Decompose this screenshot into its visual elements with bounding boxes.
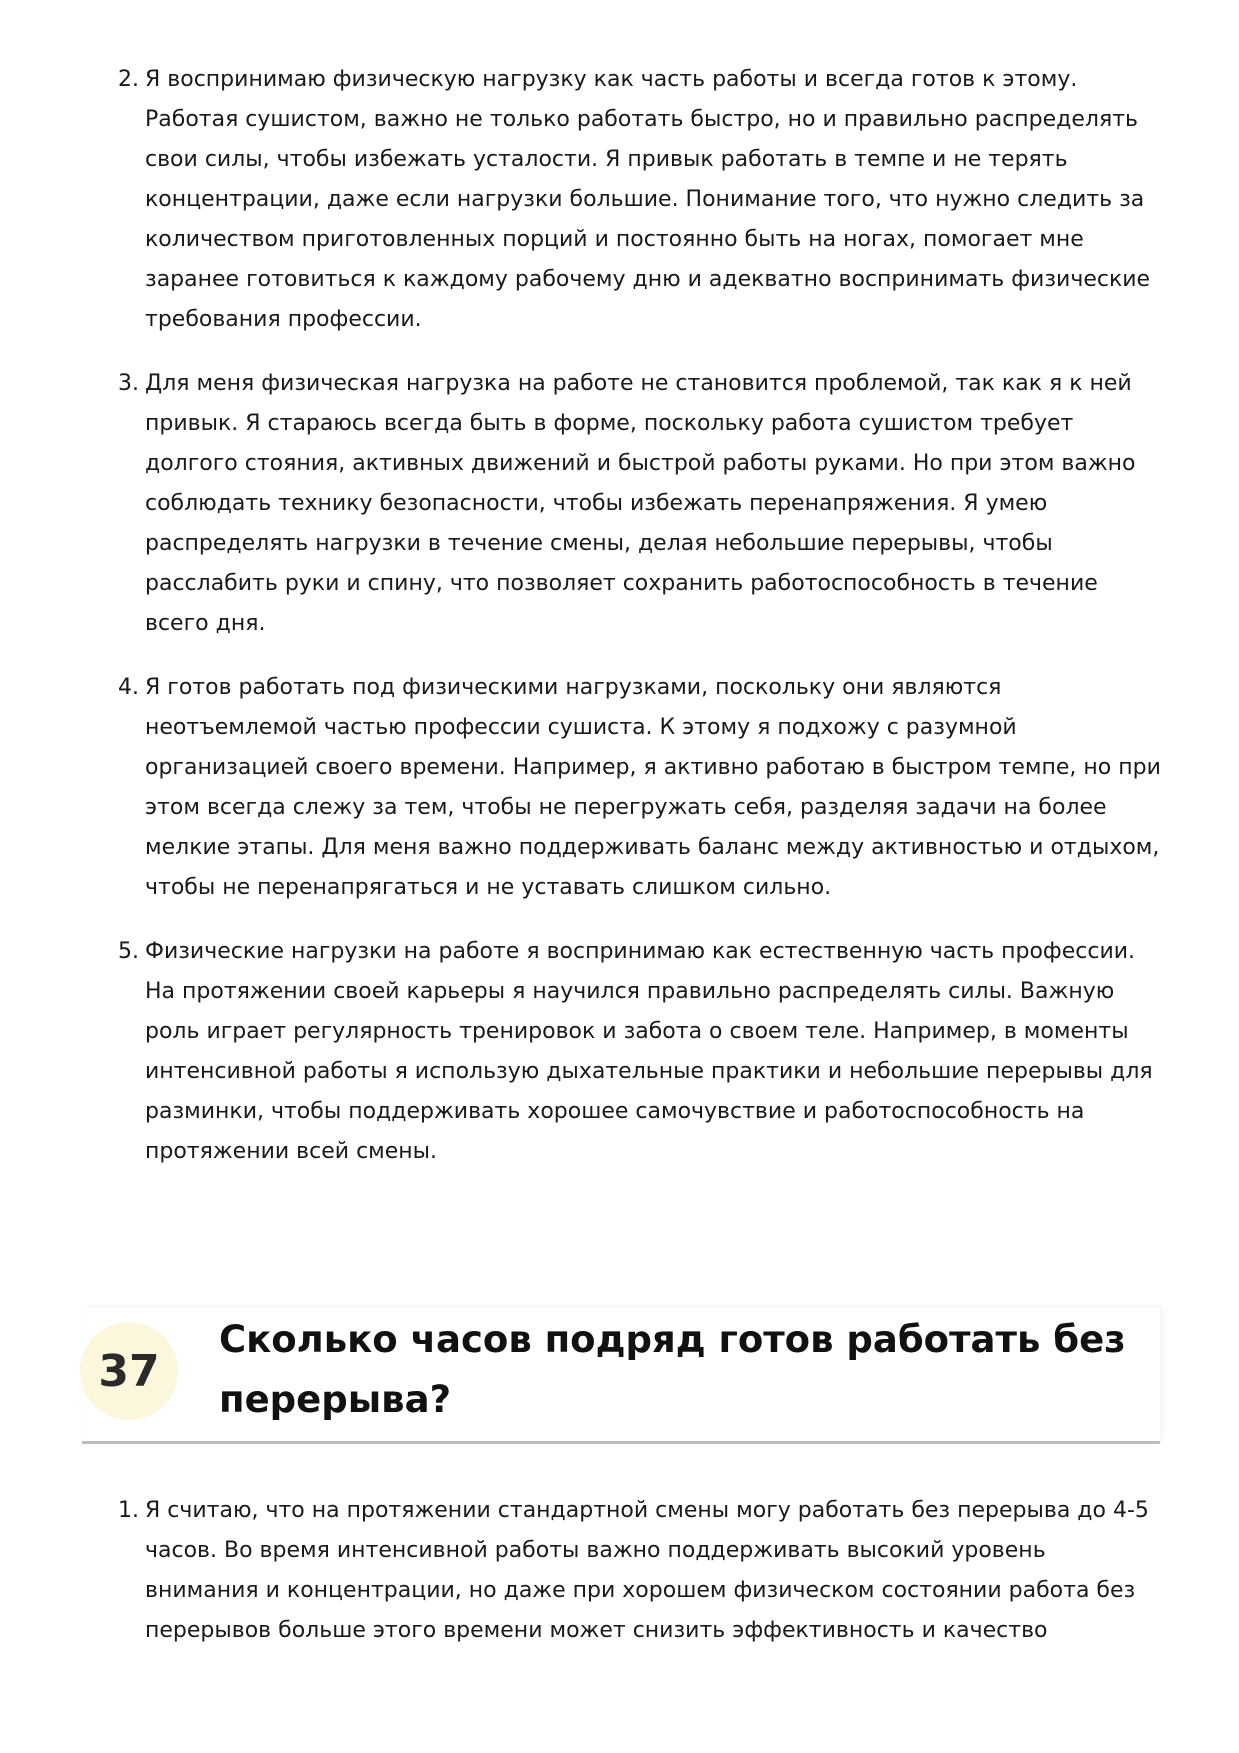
list-item-text: Для меня физическая нагрузка на работе не становится проблемой, так как я к ней привык. Я стараюсь всегда быть в форме, поскольку работа сушистом требует долгого стояния, активных движений и быстрой работы руками. Но при этом важно соблюдать технику безопасности, чтобы избежать перенапряжения. Я умею распределять нагрузки в течение смены, делая небольшие перерывы, чтобы расслабить руки и спину, что позволяет сохранить работоспособность в течение всего дня. <box>145 371 1136 636</box>
list-item-number: 4. <box>118 675 139 700</box>
list-item-number: 5. <box>118 939 139 964</box>
list-item-number: 2. <box>118 67 139 92</box>
list-item <box>118 932 1163 1172</box>
list-item-text: Я готов работать под физическими нагрузками, поскольку они являются неотъемлемой частью профессии сушиста. К этому я подхожу с разумной организацией своего времени. Например, я активно работаю в быстром темпе, но при этом всегда слежу за тем, чтобы не перегружать себя, разделяя задачи на более мелкие этапы. Для меня важно поддерживать баланс между активностью и отдыхом, чтобы не перенапрягаться и не уставать слишком сильно. <box>145 675 1161 900</box>
answer-list <box>118 1491 1163 1675</box>
list-item-number: 3. <box>118 371 139 396</box>
list-item <box>118 1491 1163 1651</box>
section-title: Сколько часов подряд готов работать без перерыва? <box>219 1318 1126 1421</box>
list-item <box>118 668 1163 908</box>
list-item <box>118 364 1163 644</box>
list-item-text: Я воспринимаю физическую нагрузку как часть работы и всегда готов к этому. Работая сушистом, важно не только работать быстро, но и правильно распределять свои силы, чтобы избежать усталости. Я привык работать в темпе и не терять концентрации, даже если нагрузки большие. Понимание того, что нужно следить за количеством приготовленных порций и постоянно быть на ногах, помогает мне заранее готовиться к каждому рабочему дню и адекватно воспринимать физические требования профессии. <box>145 67 1151 332</box>
list-item-number: 1. <box>118 1498 139 1523</box>
answer-list <box>118 60 1163 1196</box>
list-item-text: Я считаю, что на протяжении стандартной смены могу работать без перерыва до 4-5 часов. Во время интенсивной работы важно поддерживать высокий уровень внимания и концентрации, но даже при хорошем физическом состоянии работа без перерывов больше этого времени может снизить эффективность и качество <box>145 1498 1149 1643</box>
list-item-text: Физические нагрузки на работе я воспринимаю как естественную часть профессии. На протяжении своей карьеры я научился правильно распределять силы. Важную роль играет регулярность тренировок и забота о своем теле. Например, в моменты интенсивной работы я использую дыхательные практики и небольшие перерывы для разминки, чтобы поддерживать хорошее самочувствие и работоспособность на протяжении всей смены. <box>145 939 1153 1164</box>
list-item <box>118 60 1163 340</box>
question-number-badge: 37 <box>80 1322 178 1420</box>
